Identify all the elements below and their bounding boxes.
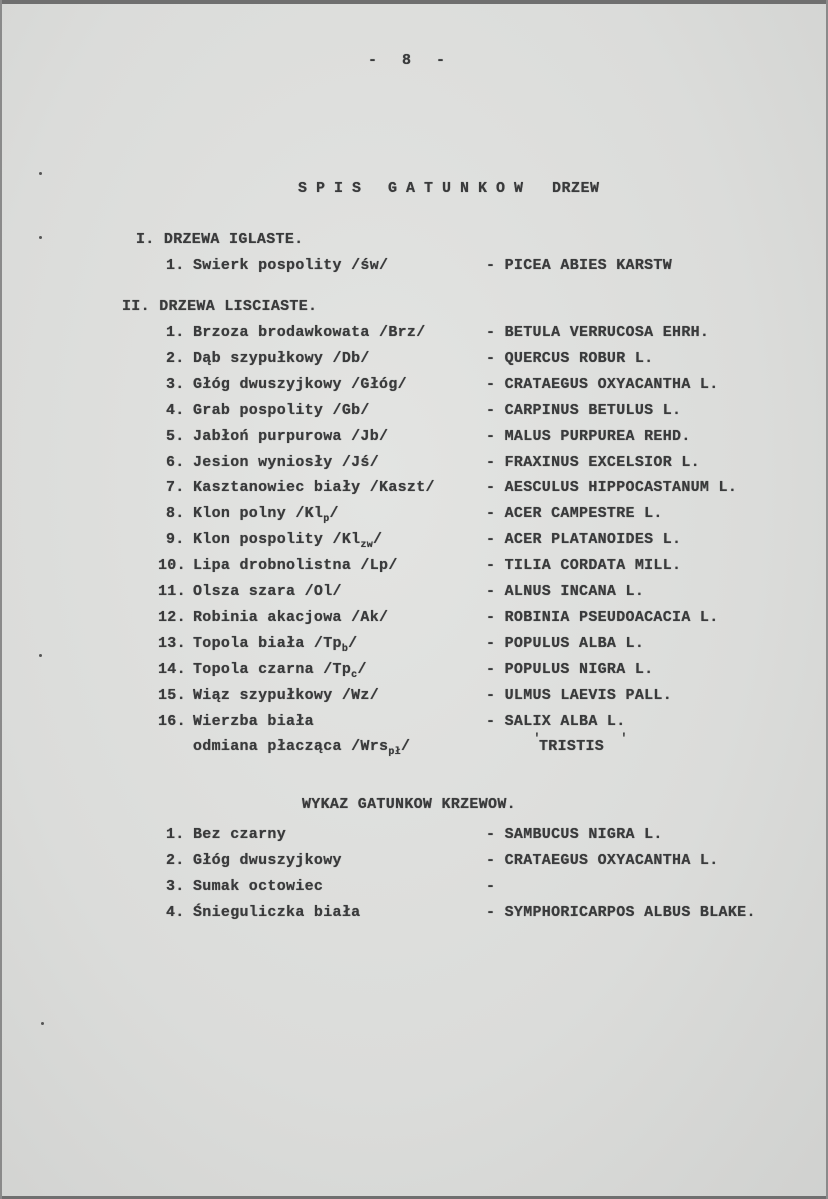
- item-number: 14.: [158, 660, 186, 678]
- item-number: 2.: [166, 349, 185, 367]
- item-number: 6.: [166, 453, 185, 471]
- item-number: 12.: [158, 608, 186, 626]
- species-polish-name: Dąb szypułkowy /Db/: [193, 349, 370, 367]
- species-polish-name: Brzoza brodawkowata /Brz/: [193, 324, 426, 341]
- scan-border-left: [0, 0, 2, 1199]
- scan-speck: [39, 172, 42, 175]
- species-polish-name: Swierk pospolity /św/: [193, 257, 389, 274]
- item-number: 1.: [166, 257, 185, 274]
- species-latin-name: - ULMUS LAEVIS PALL.: [486, 686, 673, 704]
- species-latin-name: - CARPINUS BETULUS L.: [486, 401, 682, 419]
- item-number: 15.: [158, 686, 186, 704]
- species-latin-name: - CRATAEGUS OXYACANTHA L.: [486, 852, 719, 869]
- species-polish-name: Głóg dwuszyjkowy: [193, 852, 342, 869]
- species-latin-name: - POPULUS NIGRA L.: [486, 660, 654, 678]
- item-number: 4.: [166, 401, 185, 419]
- species-polish-name: Sumak octowiec: [193, 878, 324, 895]
- section-heading-shrubs: WYKAZ GATUNKOW KRZEWOW.: [302, 796, 516, 813]
- species-polish-name: Głóg dwuszyjkowy /Głóg/: [193, 375, 407, 393]
- species-polish-name: Olsza szara /Ol/: [193, 583, 342, 600]
- item-number: 8.: [166, 505, 185, 523]
- item-number: 7.: [166, 479, 185, 497]
- title-tail: DRZEW: [552, 180, 600, 197]
- quote-mark-close: ': [620, 731, 628, 746]
- quote-mark-open: ': [533, 731, 541, 746]
- species-latin-name: - ROBINIA PSEUDOACACIA L.: [486, 608, 719, 626]
- species-polish-name: Topola biała $/Tp_b/$: [193, 634, 358, 655]
- title-main: SPIS GATUNKOW: [298, 180, 533, 197]
- item-number: 5.: [166, 427, 185, 445]
- species-polish-name: Bez czarny: [193, 826, 287, 843]
- item-number: 2.: [166, 852, 185, 869]
- species-latin-name: -: [486, 878, 496, 895]
- species-latin-name: - ACER CAMPESTRE L.: [486, 505, 663, 523]
- species-polish-name: Klon pospolity $/Kl_{zw}/$: [193, 531, 383, 552]
- species-polish-name: Klon polny $/Kl_p/$: [193, 505, 339, 526]
- species-polish-name: Grab pospolity /Gb/: [193, 401, 370, 419]
- species-polish-name: Kasztanowiec biały /Kaszt/: [193, 479, 435, 497]
- scan-speck: [41, 1022, 44, 1025]
- species-polish-name: Jabłoń purpurowa /Jb/: [193, 427, 389, 445]
- species-latin-name: - AESCULUS HIPPOCASTANUM L.: [486, 479, 738, 497]
- item-number: 9.: [166, 531, 185, 549]
- species-latin-name: - ACER PLATANOIDES L.: [486, 531, 682, 549]
- scan-speck: [39, 236, 42, 239]
- species-latin-name: - PICEA ABIES KARSTW: [486, 257, 673, 274]
- species-latin-name: - BETULA VERRUCOSA EHRH.: [486, 324, 710, 341]
- species-latin-name: - CRATAEGUS OXYACANTHA L.: [486, 375, 719, 393]
- page-number: - 8 -: [368, 52, 454, 69]
- item-number: 3.: [166, 375, 185, 393]
- species-polish-name: Jesion wyniosły /Jś/: [193, 453, 380, 471]
- species-latin-name: - ALNUS INCANA L.: [486, 583, 645, 600]
- item-number: 1.: [166, 826, 185, 843]
- species-polish-name: Lipa drobnolistna /Lp/: [193, 557, 398, 575]
- item-number: 1.: [166, 324, 185, 341]
- species-latin-name: - POPULUS ALBA L.: [486, 634, 645, 652]
- species-latin-name: - QUERCUS ROBUR L.: [486, 349, 654, 367]
- item-number: 3.: [166, 878, 185, 895]
- species-latin-name: - MALUS PURPUREA REHD.: [486, 427, 691, 445]
- item-number: 10.: [158, 557, 186, 575]
- species-polish-name: Wiąz szypułkowy /Wz/: [193, 686, 380, 704]
- species-latin-name: - SAMBUCUS NIGRA L.: [486, 826, 663, 843]
- item-number: 16.: [158, 712, 186, 730]
- document-title: [298, 180, 600, 197]
- scan-border-top: [0, 0, 828, 4]
- species-polish-name: Śnieguliczka biała: [193, 904, 361, 921]
- species-latin-name: - SALIX ALBA L.: [486, 712, 626, 730]
- species-latin-name: - TILIA CORDATA MILL.: [486, 557, 682, 575]
- section-heading-conifers: I. DRZEWA IGLASTE.: [136, 231, 304, 248]
- species-polish-name: Robinia akacjowa /Ak/: [193, 608, 389, 626]
- species-polish-name: Wierzba biała: [193, 712, 314, 730]
- species-latin-name: - FRAXINUS EXCELSIOR L.: [486, 453, 700, 471]
- scan-speck: [39, 654, 42, 657]
- item-number: 11.: [158, 583, 186, 600]
- species-polish-name: Topola czarna $/Tp_c/$: [193, 660, 367, 681]
- species-polish-name-continued: odmiana płacząca /Wrs$_{pł}$/: [193, 738, 411, 758]
- item-number: 13.: [158, 634, 186, 652]
- species-latin-variety: TRISTIS: [539, 738, 605, 755]
- item-number: 4.: [166, 904, 185, 921]
- species-latin-name: - SYMPHORICARPOS ALBUS BLAKE.: [486, 904, 756, 921]
- section-heading-deciduous: II. DRZEWA LISCIASTE.: [122, 298, 318, 315]
